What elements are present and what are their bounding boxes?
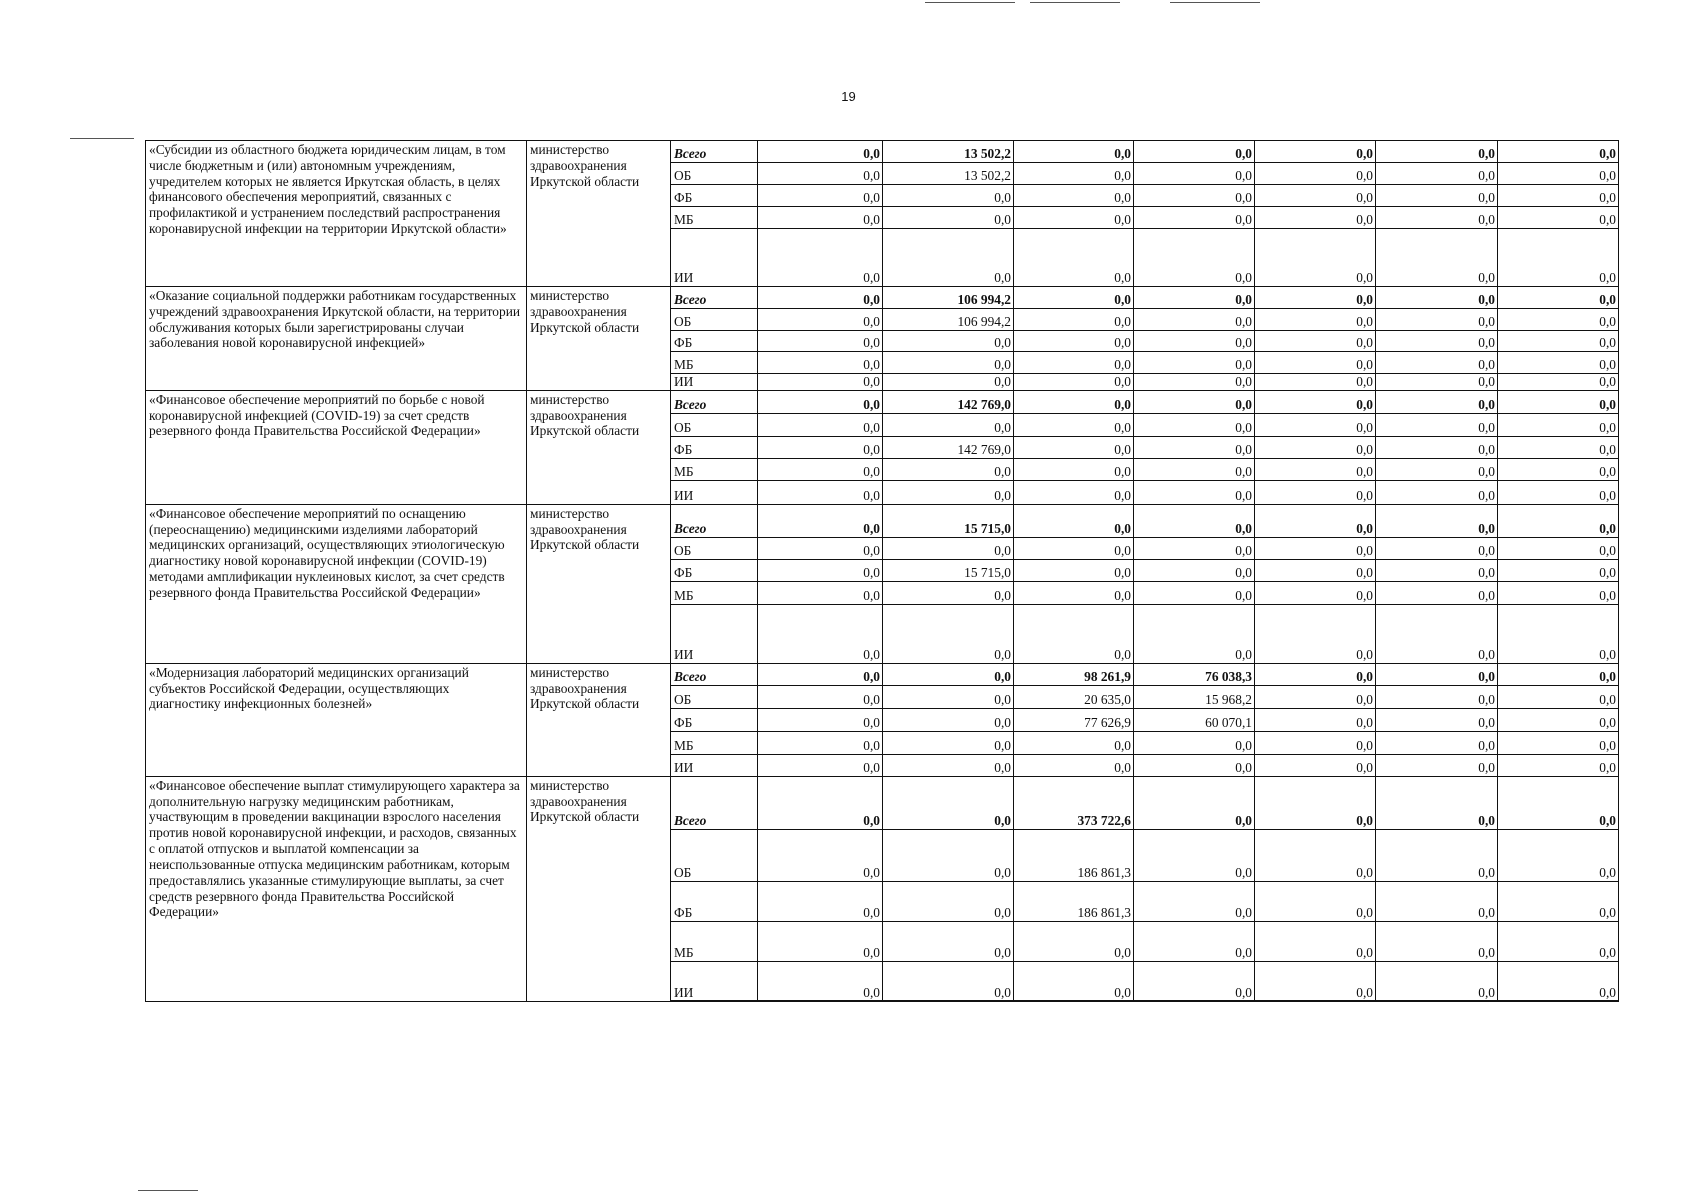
amount-cell: 0,0: [1134, 390, 1255, 413]
amount-cell: 0,0: [1255, 480, 1376, 504]
amount-cell: 0,0: [1255, 685, 1376, 708]
executor-name: министерство здравоохранения Иркутской области: [527, 141, 671, 287]
amount-cell: 0,0: [1376, 829, 1498, 881]
amount-cell: 0,0: [758, 604, 883, 663]
funding-source: ФБ: [671, 559, 758, 581]
amount-cell: 0,0: [758, 559, 883, 581]
amount-cell: 0,0: [1255, 708, 1376, 731]
amount-cell: 0,0: [1498, 685, 1619, 708]
amount-cell: 0,0: [1014, 287, 1134, 309]
amount-cell: 0,0: [1376, 961, 1498, 1001]
amount-cell: 0,0: [1134, 961, 1255, 1001]
amount-cell: 0,0: [1255, 352, 1376, 374]
amount-cell: 0,0: [1014, 537, 1134, 559]
executor-name: министерство здравоохранения Иркутской области: [527, 390, 671, 504]
amount-cell: 0,0: [1255, 581, 1376, 604]
amount-cell: 0,0: [1134, 731, 1255, 754]
amount-cell: 0,0: [1014, 390, 1134, 413]
amount-cell: 0,0: [758, 961, 883, 1001]
table-row: [146, 663, 1619, 685]
amount-cell: 0,0: [1498, 754, 1619, 776]
amount-cell: 0,0: [1376, 163, 1498, 185]
table-row: [146, 504, 1619, 537]
amount-cell: 0,0: [1014, 163, 1134, 185]
amount-cell: 0,0: [883, 829, 1014, 881]
amount-cell: 0,0: [1376, 776, 1498, 829]
amount-cell: 0,0: [1376, 604, 1498, 663]
amount-cell: 0,0: [1134, 504, 1255, 537]
funding-source: ФБ: [671, 708, 758, 731]
amount-cell: 0,0: [758, 185, 883, 207]
measure-description: «Субсидии из областного бюджета юридическим лицам, в том числе бюджетным и (или) автономным учреждениям, учредителем которых не является Иркутская область, в целях финансового обеспечения мероприятий, связанных с профилактикой и устранением последствий распространения коронавирусной инфекции на территории Иркутской области»: [146, 141, 527, 287]
amount-cell: 13 502,2: [883, 163, 1014, 185]
amount-cell: 0,0: [1255, 374, 1376, 391]
amount-cell: 0,0: [1498, 141, 1619, 163]
amount-cell: 0,0: [1376, 754, 1498, 776]
amount-cell: 0,0: [883, 352, 1014, 374]
amount-cell: 0,0: [1376, 537, 1498, 559]
amount-cell: 0,0: [1134, 776, 1255, 829]
amount-cell: 0,0: [1498, 436, 1619, 458]
amount-cell: 0,0: [1255, 504, 1376, 537]
amount-cell: 0,0: [1134, 229, 1255, 287]
amount-cell: 0,0: [1376, 141, 1498, 163]
amount-cell: 0,0: [1498, 921, 1619, 961]
amount-cell: 0,0: [1498, 309, 1619, 331]
amount-cell: 0,0: [1376, 413, 1498, 436]
amount-cell: 0,0: [1376, 287, 1498, 309]
funding-source: ИИ: [671, 604, 758, 663]
amount-cell: 98 261,9: [1014, 663, 1134, 685]
amount-cell: 0,0: [883, 374, 1014, 391]
scan-artifact-line: [138, 1190, 198, 1191]
amount-cell: 0,0: [1498, 829, 1619, 881]
amount-cell: 0,0: [1014, 331, 1134, 352]
amount-cell: 0,0: [1014, 229, 1134, 287]
amount-cell: 0,0: [883, 229, 1014, 287]
amount-cell: 0,0: [1376, 559, 1498, 581]
amount-cell: 0,0: [1014, 352, 1134, 374]
amount-cell: 0,0: [1134, 374, 1255, 391]
amount-cell: 0,0: [758, 163, 883, 185]
amount-cell: 0,0: [883, 776, 1014, 829]
executor-name: министерство здравоохранения Иркутской области: [527, 504, 671, 663]
amount-cell: 0,0: [883, 480, 1014, 504]
amount-cell: 0,0: [1255, 604, 1376, 663]
amount-cell: 0,0: [1134, 458, 1255, 480]
amount-cell: 0,0: [1376, 352, 1498, 374]
amount-cell: 0,0: [1014, 207, 1134, 229]
amount-cell: 0,0: [1134, 537, 1255, 559]
amount-cell: 0,0: [758, 331, 883, 352]
amount-cell: 0,0: [1376, 581, 1498, 604]
amount-cell: 0,0: [1014, 309, 1134, 331]
amount-cell: 186 861,3: [1014, 829, 1134, 881]
amount-cell: 0,0: [758, 754, 883, 776]
amount-cell: 0,0: [1498, 504, 1619, 537]
amount-cell: 0,0: [1376, 921, 1498, 961]
amount-cell: 0,0: [1255, 436, 1376, 458]
amount-cell: 0,0: [758, 207, 883, 229]
funding-source: Всего: [671, 390, 758, 413]
amount-cell: 0,0: [883, 185, 1014, 207]
amount-cell: 0,0: [1255, 413, 1376, 436]
amount-cell: 0,0: [758, 229, 883, 287]
amount-cell: 0,0: [1255, 331, 1376, 352]
amount-cell: 0,0: [1376, 390, 1498, 413]
amount-cell: 0,0: [1255, 390, 1376, 413]
amount-cell: 0,0: [1014, 458, 1134, 480]
scan-artifact-line: [1170, 2, 1260, 3]
amount-cell: 0,0: [758, 731, 883, 754]
amount-cell: 0,0: [883, 921, 1014, 961]
amount-cell: 0,0: [1376, 185, 1498, 207]
funding-source: ОБ: [671, 829, 758, 881]
amount-cell: 0,0: [1134, 287, 1255, 309]
scan-artifact-line: [70, 138, 134, 139]
funding-source: ФБ: [671, 331, 758, 352]
amount-cell: 0,0: [1014, 921, 1134, 961]
amount-cell: 0,0: [1376, 458, 1498, 480]
funding-source: ИИ: [671, 961, 758, 1001]
amount-cell: 0,0: [1498, 604, 1619, 663]
measure-description: «Финансовое обеспечение выплат стимулирующего характера за дополнительную нагрузку медицинским работникам, участвующим в проведении вакцинации взрослого населения против новой коронавирусной инфекции, и расходов, связанных с оплатой отпусков и выплатой компенсации за неиспользованные отпуска медицинским работникам, которым предоставлялись указанные стимулирующие выплаты, за счет средств резервного фонда Правительства Российской Федерации»: [146, 776, 527, 1001]
funding-source: ИИ: [671, 374, 758, 391]
amount-cell: 0,0: [1498, 458, 1619, 480]
amount-cell: 373 722,6: [1014, 776, 1134, 829]
table-row: [146, 141, 1619, 163]
amount-cell: 0,0: [1498, 537, 1619, 559]
amount-cell: 0,0: [758, 413, 883, 436]
amount-cell: 0,0: [883, 663, 1014, 685]
amount-cell: 0,0: [1134, 480, 1255, 504]
amount-cell: 0,0: [1014, 504, 1134, 537]
funding-source: Всего: [671, 663, 758, 685]
amount-cell: 0,0: [1255, 309, 1376, 331]
amount-cell: 0,0: [1014, 413, 1134, 436]
amount-cell: 0,0: [758, 537, 883, 559]
amount-cell: 0,0: [1255, 458, 1376, 480]
amount-cell: 0,0: [1255, 185, 1376, 207]
measure-description: «Финансовое обеспечение мероприятий по борьбе с новой коронавирусной инфекцией (COVID-19) за счет средств резервного фонда Правительства Российской Федерации»: [146, 390, 527, 504]
amount-cell: 0,0: [1134, 163, 1255, 185]
amount-cell: 0,0: [1255, 754, 1376, 776]
amount-cell: 0,0: [758, 287, 883, 309]
funding-source: ИИ: [671, 229, 758, 287]
amount-cell: 13 502,2: [883, 141, 1014, 163]
amount-cell: 0,0: [883, 685, 1014, 708]
amount-cell: 0,0: [1134, 331, 1255, 352]
amount-cell: 0,0: [1498, 581, 1619, 604]
amount-cell: 0,0: [1134, 829, 1255, 881]
amount-cell: 0,0: [883, 731, 1014, 754]
amount-cell: 0,0: [883, 881, 1014, 921]
amount-cell: 0,0: [1376, 663, 1498, 685]
amount-cell: 0,0: [1014, 436, 1134, 458]
amount-cell: 0,0: [758, 374, 883, 391]
amount-cell: 0,0: [1376, 480, 1498, 504]
amount-cell: 0,0: [1134, 141, 1255, 163]
amount-cell: 0,0: [1014, 374, 1134, 391]
table-row: [146, 776, 1619, 829]
amount-cell: 0,0: [883, 581, 1014, 604]
funding-source: ФБ: [671, 881, 758, 921]
funding-source: Всего: [671, 504, 758, 537]
amount-cell: 0,0: [883, 413, 1014, 436]
table-body: [146, 141, 1619, 1002]
amount-cell: 0,0: [1376, 436, 1498, 458]
amount-cell: 0,0: [758, 480, 883, 504]
amount-cell: 0,0: [1255, 559, 1376, 581]
amount-cell: 0,0: [1376, 685, 1498, 708]
amount-cell: 0,0: [758, 881, 883, 921]
amount-cell: 0,0: [1376, 708, 1498, 731]
executor-name: министерство здравоохранения Иркутской области: [527, 287, 671, 391]
amount-cell: 0,0: [1014, 731, 1134, 754]
amount-cell: 0,0: [883, 708, 1014, 731]
page-number: 19: [841, 89, 856, 104]
amount-cell: 0,0: [1014, 961, 1134, 1001]
amount-cell: 186 861,3: [1014, 881, 1134, 921]
amount-cell: 20 635,0: [1014, 685, 1134, 708]
amount-cell: 77 626,9: [1014, 708, 1134, 731]
amount-cell: 0,0: [758, 685, 883, 708]
amount-cell: 0,0: [1014, 185, 1134, 207]
amount-cell: 106 994,2: [883, 287, 1014, 309]
amount-cell: 0,0: [1255, 921, 1376, 961]
funding-source: ФБ: [671, 185, 758, 207]
funding-source: ФБ: [671, 436, 758, 458]
amount-cell: 0,0: [1014, 754, 1134, 776]
amount-cell: 15 715,0: [883, 504, 1014, 537]
amount-cell: 0,0: [758, 436, 883, 458]
amount-cell: 0,0: [883, 604, 1014, 663]
amount-cell: 0,0: [1376, 504, 1498, 537]
amount-cell: 0,0: [1498, 881, 1619, 921]
amount-cell: 0,0: [1498, 413, 1619, 436]
amount-cell: 15 715,0: [883, 559, 1014, 581]
amount-cell: 0,0: [1134, 604, 1255, 663]
amount-cell: 0,0: [758, 504, 883, 537]
amount-cell: 0,0: [1498, 776, 1619, 829]
table-row: [146, 287, 1619, 309]
amount-cell: 0,0: [1376, 229, 1498, 287]
funding-source: ОБ: [671, 413, 758, 436]
funding-source: ОБ: [671, 309, 758, 331]
amount-cell: 0,0: [883, 754, 1014, 776]
amount-cell: 0,0: [1498, 229, 1619, 287]
amount-cell: 76 038,3: [1134, 663, 1255, 685]
amount-cell: 0,0: [758, 458, 883, 480]
amount-cell: 0,0: [758, 776, 883, 829]
amount-cell: 0,0: [1498, 185, 1619, 207]
funding-source: МБ: [671, 921, 758, 961]
amount-cell: 0,0: [1134, 207, 1255, 229]
amount-cell: 0,0: [1255, 829, 1376, 881]
amount-cell: 0,0: [1255, 229, 1376, 287]
funding-source: ОБ: [671, 685, 758, 708]
amount-cell: 0,0: [1255, 141, 1376, 163]
amount-cell: 0,0: [1498, 352, 1619, 374]
funding-source: Всего: [671, 287, 758, 309]
amount-cell: 0,0: [758, 141, 883, 163]
amount-cell: 0,0: [1498, 374, 1619, 391]
amount-cell: 60 070,1: [1134, 708, 1255, 731]
amount-cell: 0,0: [758, 309, 883, 331]
amount-cell: 0,0: [758, 708, 883, 731]
amount-cell: 0,0: [1376, 731, 1498, 754]
amount-cell: 0,0: [1498, 287, 1619, 309]
funding-source: Всего: [671, 776, 758, 829]
amount-cell: 0,0: [883, 961, 1014, 1001]
amount-cell: 0,0: [1498, 207, 1619, 229]
funding-source: МБ: [671, 458, 758, 480]
amount-cell: 0,0: [1498, 559, 1619, 581]
amount-cell: 0,0: [1134, 413, 1255, 436]
amount-cell: 0,0: [1134, 881, 1255, 921]
amount-cell: 0,0: [1376, 309, 1498, 331]
amount-cell: 142 769,0: [883, 436, 1014, 458]
budget-table: [145, 140, 1619, 1002]
amount-cell: 0,0: [758, 390, 883, 413]
amount-cell: 0,0: [1498, 731, 1619, 754]
measure-description: «Оказание социальной поддержки работникам государственных учреждений здравоохранения Иркутской области, на территории обслуживания которых были зарегистрированы случаи заболевания новой коронавирусной инфекцией»: [146, 287, 527, 391]
amount-cell: 0,0: [1134, 754, 1255, 776]
scan-artifact-line: [925, 2, 1015, 3]
amount-cell: 0,0: [1014, 480, 1134, 504]
funding-source: МБ: [671, 581, 758, 604]
amount-cell: 0,0: [1014, 604, 1134, 663]
amount-cell: 0,0: [758, 352, 883, 374]
amount-cell: 15 968,2: [1134, 685, 1255, 708]
scan-artifact-line: [1030, 2, 1120, 3]
amount-cell: 0,0: [1255, 207, 1376, 229]
amount-cell: 0,0: [1134, 581, 1255, 604]
funding-source: ОБ: [671, 537, 758, 559]
amount-cell: 0,0: [758, 921, 883, 961]
amount-cell: 0,0: [1376, 331, 1498, 352]
amount-cell: 0,0: [1376, 881, 1498, 921]
amount-cell: 0,0: [758, 829, 883, 881]
funding-source: Всего: [671, 141, 758, 163]
amount-cell: 0,0: [1376, 374, 1498, 391]
amount-cell: 0,0: [1255, 731, 1376, 754]
amount-cell: 0,0: [1134, 436, 1255, 458]
funding-source: МБ: [671, 731, 758, 754]
amount-cell: 0,0: [1498, 961, 1619, 1001]
amount-cell: 0,0: [883, 458, 1014, 480]
amount-cell: 0,0: [1134, 559, 1255, 581]
amount-cell: 0,0: [1255, 287, 1376, 309]
amount-cell: 0,0: [758, 581, 883, 604]
amount-cell: 0,0: [1498, 663, 1619, 685]
amount-cell: 0,0: [1498, 331, 1619, 352]
amount-cell: 0,0: [883, 537, 1014, 559]
amount-cell: 0,0: [1014, 581, 1134, 604]
funding-source: ИИ: [671, 480, 758, 504]
measure-description: «Финансовое обеспечение мероприятий по оснащению (переоснащению) медицинскими изделиями лабораторий медицинских организаций, осуществляющих этиологическую диагностику новой коронавирусной инфекции (COVID-19) методами амплификации нуклеиновых кислот, за счет средств резервного фонда Правительства Российской Федерации»: [146, 504, 527, 663]
amount-cell: 0,0: [1255, 663, 1376, 685]
amount-cell: 0,0: [1134, 309, 1255, 331]
amount-cell: 0,0: [1255, 537, 1376, 559]
executor-name: министерство здравоохранения Иркутской области: [527, 776, 671, 1001]
funding-source: ОБ: [671, 163, 758, 185]
funding-source: МБ: [671, 207, 758, 229]
amount-cell: 0,0: [1134, 921, 1255, 961]
amount-cell: 142 769,0: [883, 390, 1014, 413]
amount-cell: 0,0: [883, 207, 1014, 229]
amount-cell: 0,0: [1498, 708, 1619, 731]
measure-description: «Модернизация лабораторий медицинских организаций субъектов Российской Федерации, осуществляющих диагностику инфекционных болезней»: [146, 663, 527, 776]
amount-cell: 0,0: [1014, 559, 1134, 581]
table-row: [146, 390, 1619, 413]
amount-cell: 0,0: [1134, 185, 1255, 207]
amount-cell: 0,0: [1255, 163, 1376, 185]
funding-source: ИИ: [671, 754, 758, 776]
amount-cell: 0,0: [1014, 141, 1134, 163]
amount-cell: 0,0: [883, 331, 1014, 352]
amount-cell: 0,0: [1498, 163, 1619, 185]
amount-cell: 0,0: [1376, 207, 1498, 229]
amount-cell: 0,0: [1255, 776, 1376, 829]
amount-cell: 0,0: [1498, 390, 1619, 413]
amount-cell: 0,0: [1134, 352, 1255, 374]
amount-cell: 106 994,2: [883, 309, 1014, 331]
executor-name: министерство здравоохранения Иркутской области: [527, 663, 671, 776]
funding-source: МБ: [671, 352, 758, 374]
amount-cell: 0,0: [1255, 961, 1376, 1001]
amount-cell: 0,0: [1498, 480, 1619, 504]
amount-cell: 0,0: [758, 663, 883, 685]
amount-cell: 0,0: [1255, 881, 1376, 921]
